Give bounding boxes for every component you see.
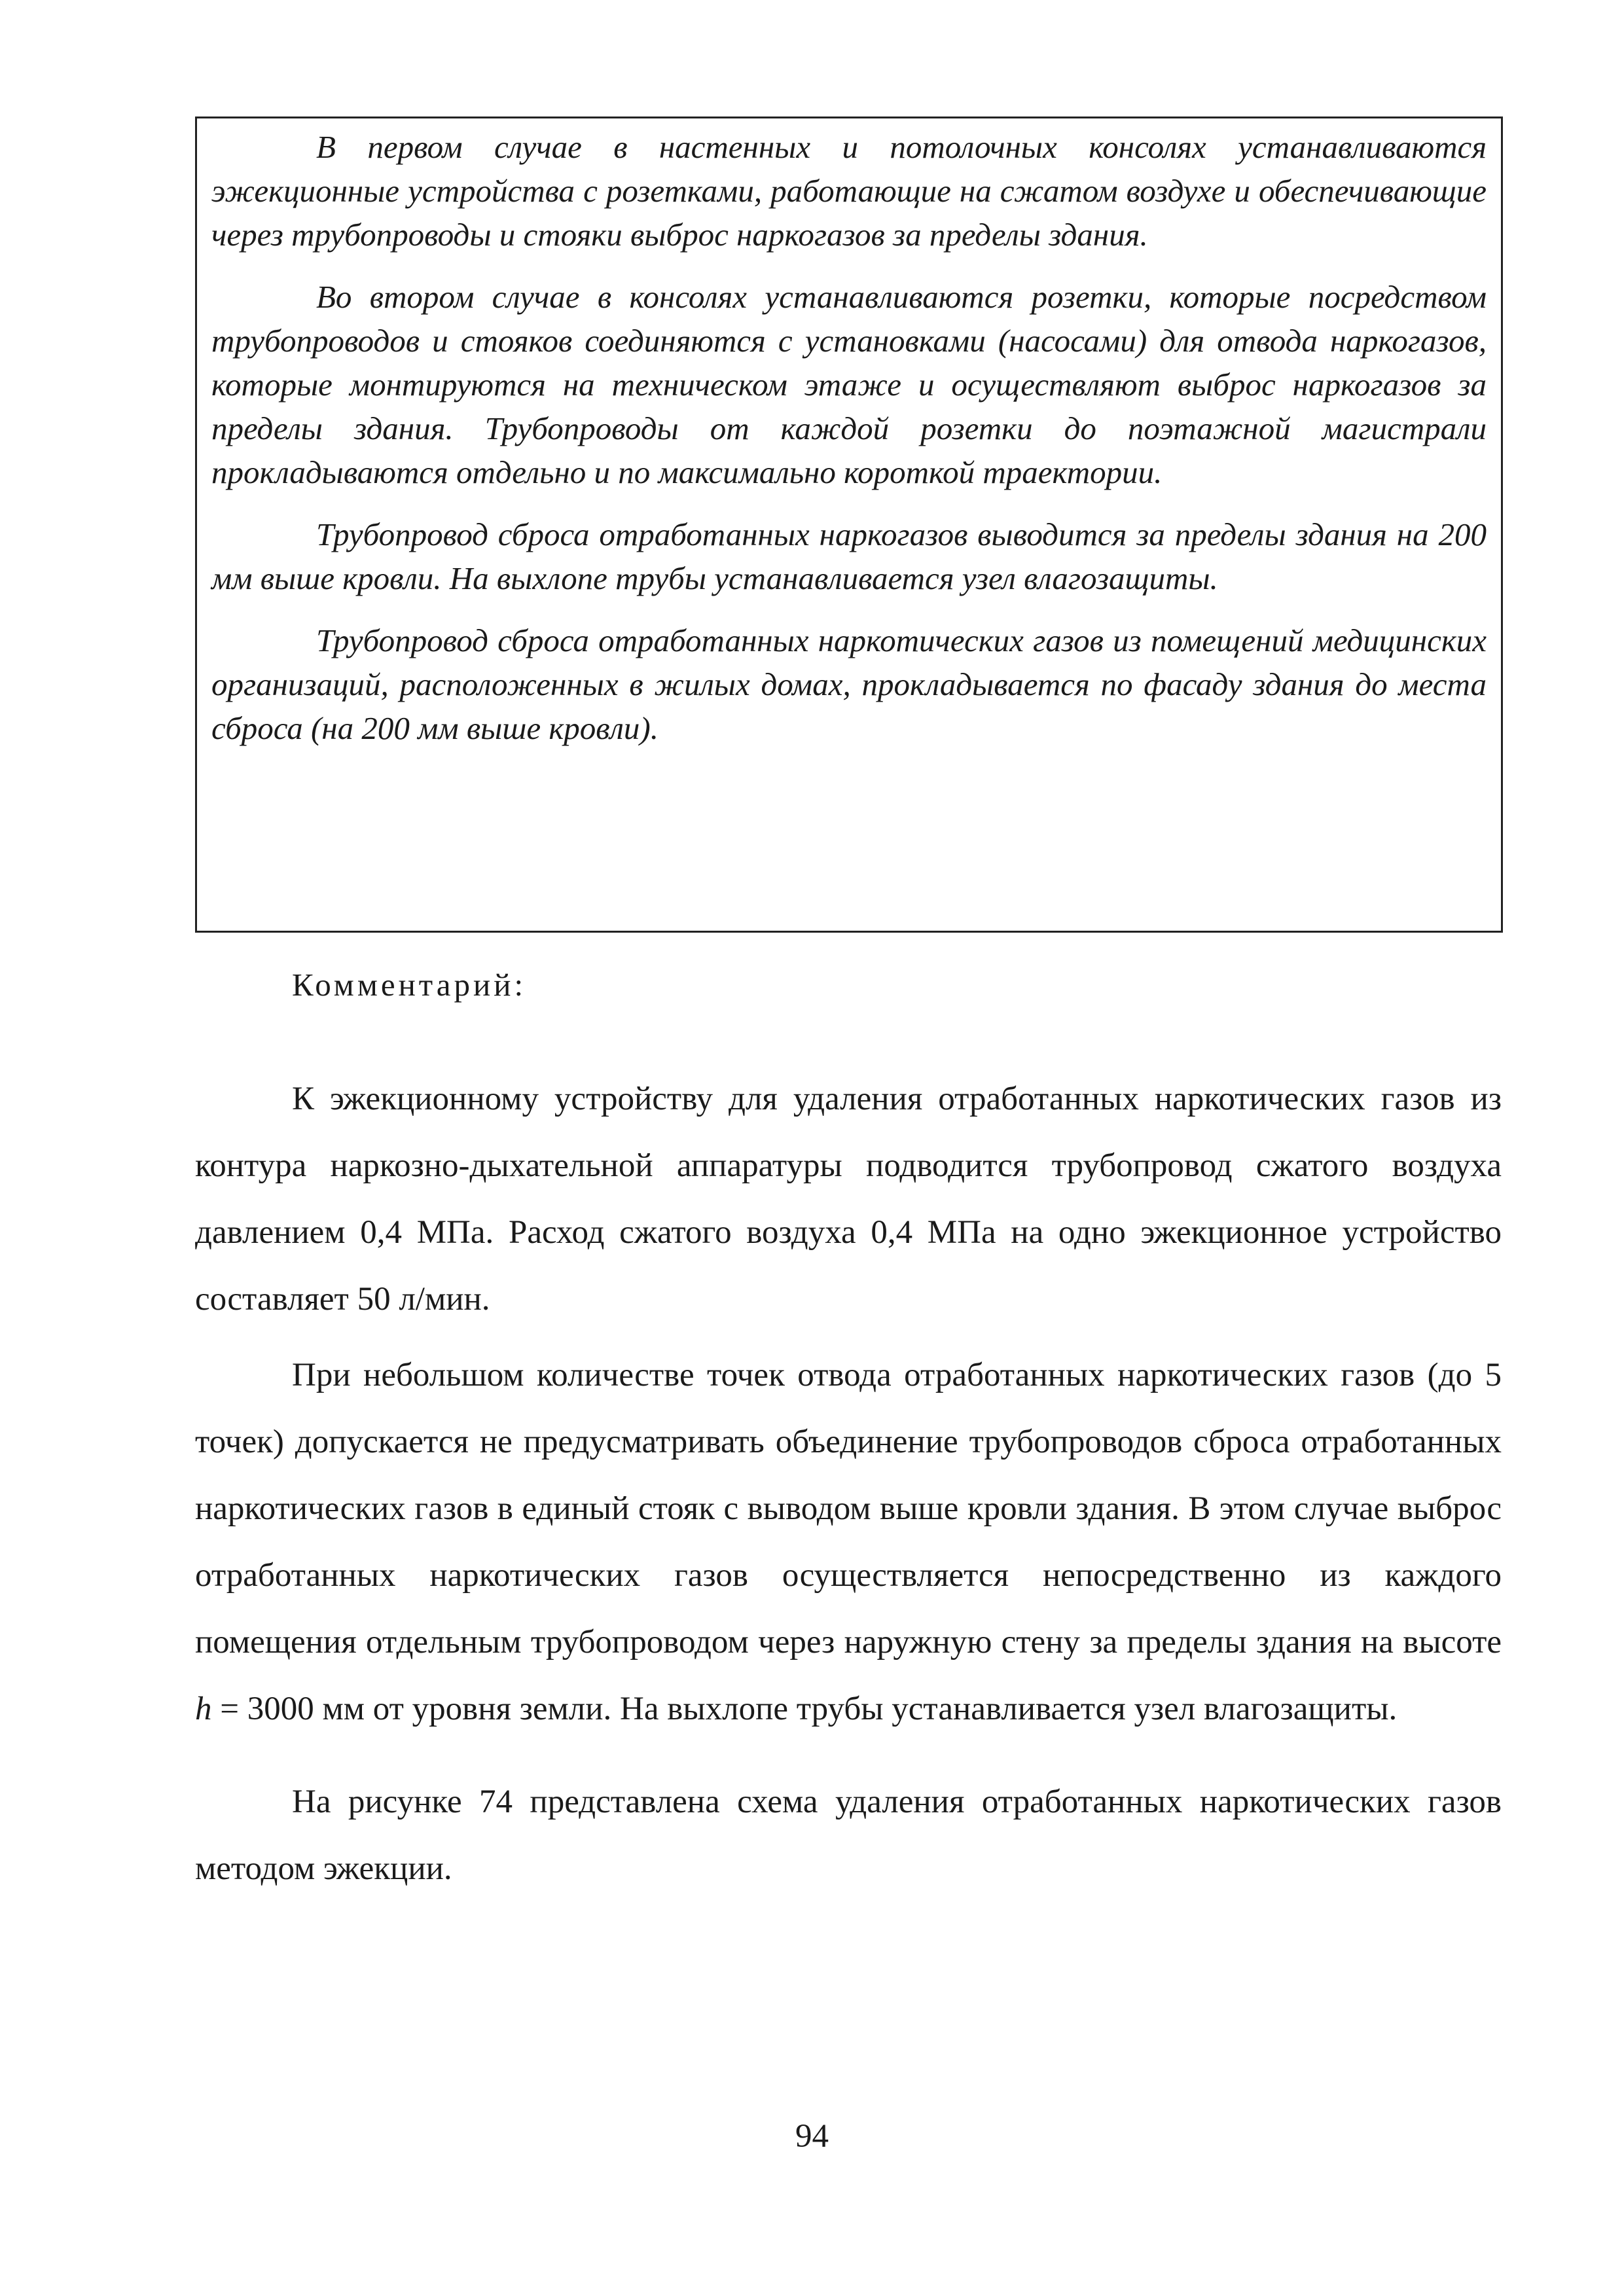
comment-paragraph-2: [195, 1342, 1502, 1742]
quote-paragraph-4: Трубопровод сброса отработанных наркотических газов из помещений медицинских организаций, расположенных в жилых домах, прокладывается по фасаду здания до места сброса (на 200 мм выше кровли).: [211, 622, 1487, 746]
height-variable: h: [195, 1691, 212, 1727]
quote-paragraph-1: В первом случае в настенных и потолочных консолях устанавливаются эжекционные устройства с розетками, работающие на сжатом воздухе и обеспечивающие через трубопроводы и стояки выброс наркогазов за пределы здания.: [211, 129, 1487, 253]
comment-body: [195, 1066, 1502, 1902]
comment-paragraph-1: К эжекционному устройству для удаления отработанных наркотических газов из контура наркозно-дыхательной аппаратуры подводится трубопровод сжатого воздуха давлением 0,4 МПа. Расход сжатого воздуха 0,4 МПа на одно эжекционное устройство составляет 50 л/мин.: [195, 1081, 1502, 1318]
page-number: 94: [795, 2118, 829, 2155]
comment-paragraph-2-start: При небольшом количестве точек отвода отработанных наркотических газов (до 5 точек) допускается не предусматривать объединение трубопроводов сброса отработанных наркотических газов в единый стояк с выводом выше кровли здания. В этом случае выброс отработанных наркотических газов осуществляется непосредственно из каждого помещения отдельным трубопроводом через наружную стену за пределы здания на высоте: [195, 1357, 1502, 1660]
quote-paragraph-3: Трубопровод сброса отработанных наркогазов выводится за пределы здания на 200 мм выше кровли. На выхлопе трубы устанавливается узел влагозащиты.: [211, 516, 1487, 596]
regulation-quote-box: [195, 117, 1503, 933]
comment-paragraph-3: На рисунке 74 представлена схема удаления отработанных наркотических газов методом эжекции.: [195, 1784, 1502, 1887]
comment-heading: Комментарий:: [292, 967, 527, 1003]
comment-paragraph-2-end: = 3000 мм от уровня земли. На выхлопе трубы устанавливается узел влагозащиты.: [220, 1691, 1398, 1727]
quote-paragraph-2: Во втором случае в консолях устанавливаются розетки, которые посредством трубопроводов и стояков соединяются с установками (насосами) для отвода наркогазов, которые монтируются на техническом этаже и осуществляют выброс наркогазов за пределы здания. Трубопроводы от каждой розетки до поэтажной магистрали прокладываются отдельно и по максимально короткой траектории.: [211, 279, 1487, 490]
